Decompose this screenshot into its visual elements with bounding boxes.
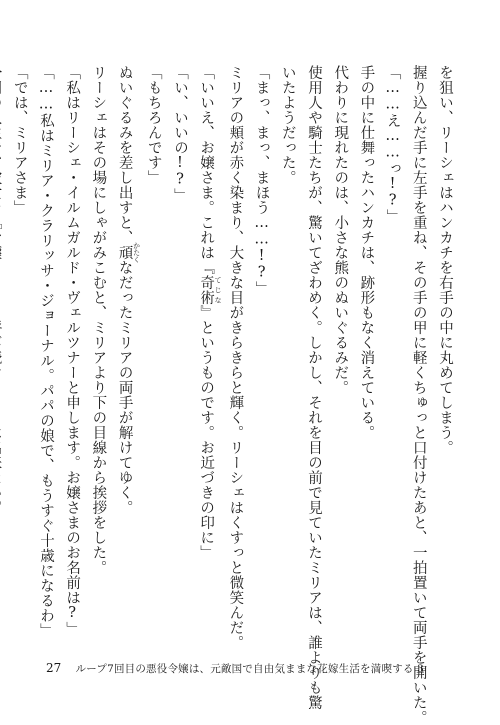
text-line: 握り込んだ手に左手を重ね、その手の甲に軽くちゅっと口付けたあと、一拍置いて両手を開いた。 [410, 65, 427, 725]
ruby-base: 頑 [116, 242, 133, 263]
dialogue-line: 「い、いいの!?」 [171, 65, 188, 203]
dialogue-line: 「まっ、まっ、まほう……!?」 [253, 65, 270, 296]
dialogue-line: 「……え……っ!?」 [384, 65, 401, 224]
dialogue-line: 「……私はミリア・クラリッサ・ジョーナル。パパの娘で、もうすぐ十歳になるわ」 [37, 65, 54, 638]
text-line: いたようだった。 [279, 65, 296, 185]
text-line: 使用人や騎士たちが、驚いてざわめく。しかし、それを目の前で見ていたミリアは、誰よりも驚 [305, 65, 322, 710]
text-line: ミリアの頬が赤く染まり、大きな目がきらきらと輝く。リーシェはくすっと微笑んだ。 [227, 65, 244, 650]
line-segment: 「いいえ、お嬢さま。これは『 [198, 65, 215, 275]
text-line: 代わりに現れたのは、小さな熊のぬいぐるみだ。 [332, 65, 349, 395]
page-number: 27 [46, 661, 62, 675]
ruby-word [116, 242, 141, 263]
dialogue-line-with-ruby [193, 65, 222, 625]
line-segment: ぬいぐるみを差し出すと、 [116, 65, 133, 245]
text-line: を狙い、リーシェはハンカチを右手の中に丸めてしまう。 [437, 65, 453, 455]
text-line: リーシェはその場にしゃがみこむと、ミリアより下の目線から挨拶をした。 [90, 65, 107, 575]
running-title: ループ7回目の悪役令嬢は、元敵国で自由気ままな花嫁生活を満喫する 3 [75, 663, 424, 675]
dialogue-line: 「もちろんです」 [145, 65, 162, 185]
line-segment: なだったミリアの両手が解けてゆく。 [116, 260, 133, 515]
text-line: 手の中に仕舞ったハンカチは、跡形もなく消えている。 [358, 65, 375, 440]
ruby-base: 奇術 [198, 275, 215, 305]
text-line [0, 65, 7, 625]
page-footer [46, 661, 424, 676]
dialogue-line: 「では、ミリアさま」 [11, 65, 28, 215]
ruby-reading: てじな [214, 275, 223, 305]
ruby-reading: かたく [132, 242, 141, 263]
ruby-word [198, 275, 223, 305]
text-line-with-ruby [111, 65, 140, 625]
dialogue-line: 「私はリーシェ・イルムガルド・ヴェルツナーと申します。お嬢さまのお名前は?」 [64, 65, 81, 637]
line-segment: 』というものです。お近づきの印に」 [198, 305, 215, 560]
